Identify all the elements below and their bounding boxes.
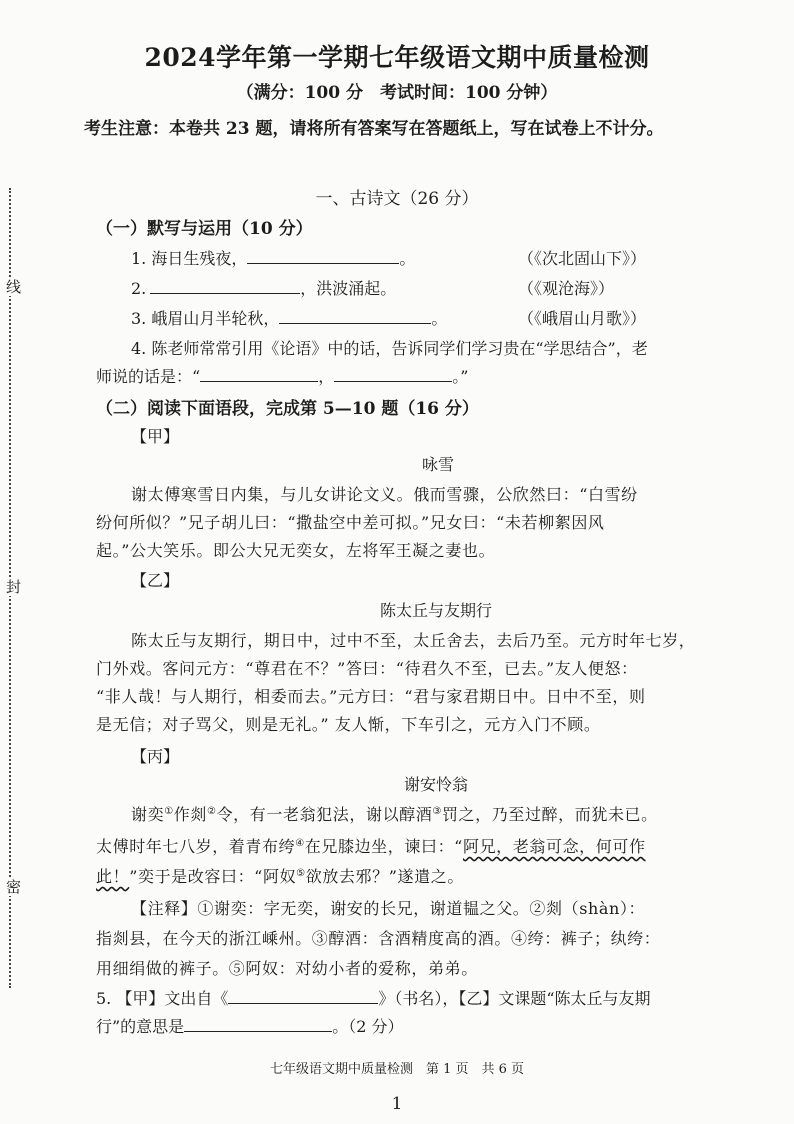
passage-bing-line: 此！”奕于是改容曰：“阿奴⑤欲放去邪？”遂遣之。 — [96, 867, 464, 886]
footnote-marker: ① — [164, 805, 174, 817]
passage-jia-line: 起。”公大笑乐。即公大兄无奕女，左将军王凝之妻也。 — [96, 541, 496, 560]
answer-blank — [247, 249, 399, 264]
question-2-source: （《观沧海》） — [518, 279, 615, 298]
question-2: 2. ，洪波涌起。 — [131, 279, 397, 298]
passage-yi-title: 陈太丘与友期行 — [380, 601, 493, 620]
annotation-line: 用细绢做的裤子。⑤阿奴：对幼小者的爱称，弟弟。 — [96, 959, 478, 978]
footnote-marker: ③ — [432, 805, 442, 817]
annotation-line: 【注释】①谢奕：字无奕，谢安的长兄，谢道韫之父。②剡（shàn）： — [131, 899, 646, 918]
exam-subtitle: （满分：100 分 考试时间：100 分钟） — [236, 83, 558, 103]
exam-title: 2024学年第一学期七年级语文期中质量检测 — [144, 43, 650, 72]
binding-label-feng: 封 — [6, 578, 22, 596]
exam-notice: 考生注意：本卷共 23 题，请将所有答案写在答题纸上，写在试卷上不计分。 — [84, 119, 664, 139]
passage-jia-label: 【甲】 — [131, 427, 180, 446]
question-3-source: （《峨眉山月歌》） — [518, 309, 647, 328]
footnote-marker: ② — [206, 805, 217, 817]
answer-blank — [279, 309, 431, 324]
binding-label-mi: 密 — [6, 878, 22, 896]
passage-yi-line: “非人哉！与人期行，相委而去。”元方曰：“君与家君期日中。日中不至，则 — [96, 687, 646, 706]
passage-bing-line: 谢奕①作剡②令，有一老翁犯法，谢以醇酒③罚之，乃至过醉，而犹未已。 — [131, 805, 658, 824]
answer-blank — [228, 989, 378, 1004]
section-title: 一、古诗文（26 分） — [315, 189, 479, 209]
annotation-line: 指剡县，在今天的浙江嵊州。③醇酒：含酒精度高的酒。④绔：裤子；纨绔： — [96, 929, 661, 948]
part2-heading: （二）阅读下面语段，完成第 5—10 题（16 分） — [96, 399, 479, 419]
page-footer: 七年级语文期中质量检测 第 1 页 共 6 页 — [269, 1062, 525, 1077]
passage-bing-title: 谢安怜翁 — [404, 775, 469, 794]
passage-bing-label: 【丙】 — [131, 747, 180, 766]
answer-blank — [200, 367, 318, 382]
part1-heading: （一）默写与运用（10 分） — [96, 219, 313, 239]
footnote-marker: ④ — [295, 837, 305, 849]
answer-blank — [150, 279, 300, 294]
question-4-line2: 师说的话是：“ ， 。” — [96, 367, 469, 386]
passage-jia-line: 纷何所似？”兄子胡儿曰：“撒盐空中差可拟。”兄女曰：“未若柳絮因风 — [96, 513, 605, 532]
question-3: 3. 峨眉山月半轮秋， 。 — [131, 309, 448, 328]
passage-yi-line: 是无信；对子骂父，则是无礼。” 友人惭，下车引之，元方入门不顾。 — [96, 715, 601, 734]
passage-bing-line: 太傅时年七八岁，着青布绔④在兄膝边坐，谏曰：“阿兄，老翁可念，何可作 — [96, 837, 646, 856]
passage-yi-label: 【乙】 — [131, 571, 180, 590]
passage-yi-line: 陈太丘与友期行，期日中，过中不至，太丘舍去，去后乃至。元方时年七岁， — [131, 631, 696, 650]
answer-blank — [334, 367, 452, 382]
question-1-source: （《次北固山下》） — [518, 249, 647, 268]
question-5-line2: 行”的意思是 。（2 分） — [96, 1017, 404, 1036]
passage-jia-title: 咏雪 — [422, 455, 455, 474]
binding-label-xian: 线 — [6, 278, 22, 296]
passage-jia-line: 谢太傅寒雪日内集，与儿女讲论文义。俄而雪骤，公欣然曰：“白雪纷 — [131, 485, 638, 504]
passage-yi-line: 门外戏。客问元方：“尊君在不？”答曰：“待君久不至，已去。”友人便怒： — [96, 659, 638, 678]
wavy-underlined-text: 阿兄，老翁可念，何可作 — [462, 837, 646, 856]
page-number: 1 — [391, 1094, 403, 1114]
wavy-underlined-text: 此！ — [96, 867, 130, 886]
footnote-marker: ⑤ — [296, 867, 306, 879]
answer-blank — [184, 1017, 332, 1032]
question-4-line1: 4. 陈老师常常引用《论语》中的话，告诉同学们学习贵在“学思结合”，老 — [131, 339, 648, 358]
question-1: 1. 海日生残夜， 。 — [131, 249, 416, 268]
question-5-line1: 5. 【甲】文出自《 》（书名），【乙】文课题“陈太丘与友期 — [96, 989, 651, 1008]
